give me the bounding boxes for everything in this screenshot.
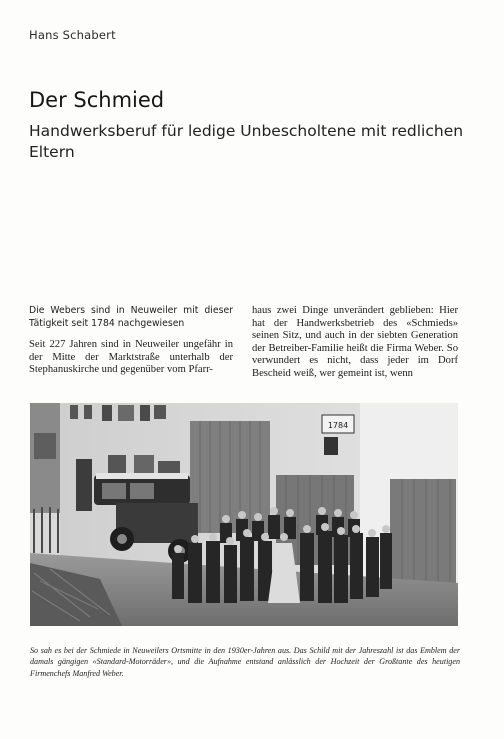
article-title: Der Schmied bbox=[29, 88, 165, 112]
text-column-left bbox=[29, 305, 233, 386]
article-body-right: haus zwei Dinge unverändert geblieben: Hier hat der Handwerksbetrieb des «Schmieds» seinen Sitz, und auch in der siebten Generation der Betreiber-Familie heißt die Firma Weber. So verwundert es nicht, dass jeder im Dorf Bescheid weiß, wer gemeint ist, wenn bbox=[252, 305, 458, 379]
photo-caption: So sah es bei der Schmiede in Neuweilers Ortsmitte in den 1930er-Jahren aus. Das Schild mit der Jahreszahl ist das Emblem der damals gängigen «Standard-Motorräder», und die Aufnahme entstand anlässlich der Hochzeit der Großtante des heutigen Firmenchefs Manfred Weber. bbox=[30, 646, 460, 678]
sign-year-text: 1784 bbox=[327, 421, 349, 430]
text-column-right bbox=[252, 305, 458, 381]
historic-photo bbox=[30, 403, 458, 626]
author-name: Hans Schabert bbox=[29, 28, 116, 42]
article-intro: Die Webers sind in Neuweiler mit dieser Tätigkeit seit 1784 nachgewiesen bbox=[29, 305, 233, 329]
photo-illustration bbox=[30, 403, 458, 626]
article-body-left: Seit 227 Jahren sind in Neuweiler ungefähr in der Mitte der Marktstraße unterhalb der Stephanuskirche und gegenüber vom Pfarr- bbox=[29, 339, 233, 376]
article-subtitle: Handwerksberuf für ledige Unbescholtene mit redlichen Eltern bbox=[29, 122, 464, 161]
